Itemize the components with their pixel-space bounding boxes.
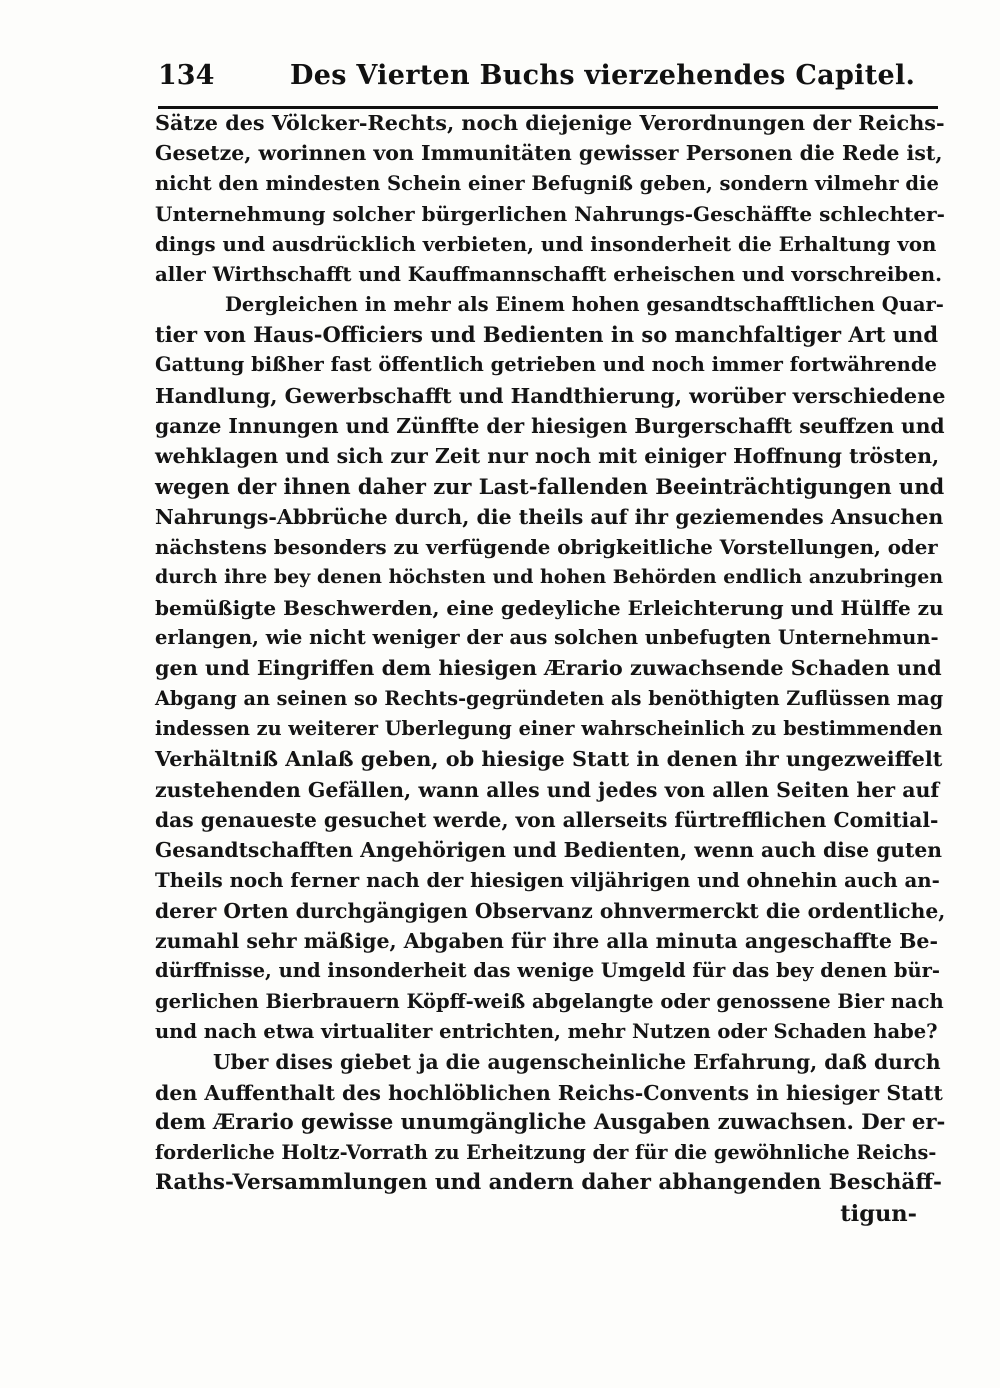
text-line: zumahl sehr mäßige, Abgaben für ihre alla minuta angeschaffte Be- bbox=[155, 929, 938, 954]
running-head: Des Vierten Buchs vierzehendes Capitel. bbox=[290, 60, 916, 91]
text-line: aller Wirthschafft und Kauffmannschafft erheischen und vorschreiben. bbox=[155, 262, 942, 287]
text-line: dem Ærario gewisse unumgängliche Ausgaben zuwachsen. Der er- bbox=[155, 1109, 946, 1135]
text-line: Gesandtschafften Angehörigen und Bedienten, wenn auch dise guten bbox=[155, 838, 942, 863]
text-line: nächstens besonders zu verfügende obrigkeitliche Vorstellungen, oder bbox=[155, 535, 938, 560]
text-line: Handlung, Gewerbschafft und Handthierung, worüber verschiedene bbox=[155, 383, 946, 408]
text-line: erlangen, wie nicht weniger der aus solchen unbefugten Unternehmun- bbox=[155, 626, 939, 650]
text-line: wehklagen und sich zur Zeit nur noch mit einiger Hoffnung trösten, bbox=[155, 444, 940, 469]
text-line: derer Orten durchgängigen Observanz ohnvermerckt die ordentliche, bbox=[155, 898, 946, 923]
text-line: gen und Eingriffen dem hiesigen Ærario zuwachsende Schaden und bbox=[155, 656, 942, 681]
page-number: 134 bbox=[158, 60, 215, 91]
text-line: Nahrungs-Abbrüche durch, die theils auf ihr geziemendes Ansuchen bbox=[155, 504, 944, 529]
body-text bbox=[155, 108, 945, 1229]
text-line: und nach etwa virtualiter entrichten, mehr Nutzen oder Schaden habe? bbox=[155, 1019, 938, 1043]
text-line: Sätze des Völcker-Rechts, noch diejenige Verordnungen der Reichs- bbox=[155, 111, 945, 135]
text-line: Theils noch ferner nach der hiesigen viljährigen und ohnehin auch an- bbox=[155, 868, 940, 893]
text-line: Gattung bißher fast öffentlich getrieben und noch immer fortwährende bbox=[155, 353, 937, 377]
text-line: tier von Haus-Officiers und Bedienten in so manchfaltiger Art und bbox=[155, 322, 939, 348]
text-line: den Auffenthalt des hochlöblichen Reichs-Convents in hiesiger Statt bbox=[155, 1080, 943, 1105]
text-line: Gesetze, worinnen von Immunitäten gewisser Personen die Rede ist, bbox=[155, 141, 943, 166]
text-line: durch ihre bey denen höchsten und hohen Behörden endlich anzubringen bbox=[155, 566, 944, 589]
text-line: das genaueste gesuchet werde, von allerseits fürtrefflichen Comitial- bbox=[155, 807, 939, 832]
catchword: tigun- bbox=[840, 1200, 917, 1227]
text-line: Uber dises giebet ja die augenscheinliche Erfahrung, daß durch bbox=[213, 1050, 941, 1075]
text-line: Raths-Versammlungen und andern daher abhangenden Beschäff- bbox=[155, 1170, 942, 1196]
text-line: Verhältniß Anlaß geben, ob hiesige Statt in denen ihr ungezweiffelt bbox=[155, 747, 943, 772]
text-line: dürffnisse, und insonderheit das wenige Umgeld für das bey denen bür- bbox=[155, 959, 940, 983]
text-line: Unternehmung solcher bürgerlichen Nahrungs-Geschäffte schlechter- bbox=[155, 201, 945, 226]
text-line: gerlichen Bierbrauern Köpff-weiß abgelangte oder genossene Bier nach bbox=[155, 989, 944, 1013]
text-line: bemüßigte Beschwerden, eine gedeyliche Erleichterung und Hülffe zu bbox=[155, 595, 944, 620]
page-header bbox=[158, 58, 940, 98]
text-line: dings und ausdrücklich verbieten, und insonderheit die Erhaltung von bbox=[155, 232, 937, 257]
text-line: zustehenden Gefällen, wann alles und jedes von allen Seiten her auf bbox=[155, 777, 940, 802]
text-line: nicht den mindesten Schein einer Befugniß geben, sondern vilmehr die bbox=[155, 171, 939, 195]
text-line: forderliche Holtz-Vorrath zu Erheitzung der für die gewöhnliche Reichs- bbox=[155, 1141, 937, 1165]
text-line: indessen zu weiterer Uberlegung einer wahrscheinlich zu bestimmenden bbox=[155, 716, 943, 740]
text-line: Abgang an seinen so Rechts-gegründeten als benöthigten Zuflüssen mag bbox=[155, 686, 944, 710]
text-line: wegen der ihnen daher zur Last-fallenden Beeinträchtigungen und bbox=[155, 473, 945, 499]
text-line: Dergleichen in mehr als Einem hohen gesandtschafftlichen Quar- bbox=[225, 292, 944, 316]
text-line: ganze Innungen und Zünffte der hiesigen Burgerschafft seuffzen und bbox=[155, 413, 945, 438]
